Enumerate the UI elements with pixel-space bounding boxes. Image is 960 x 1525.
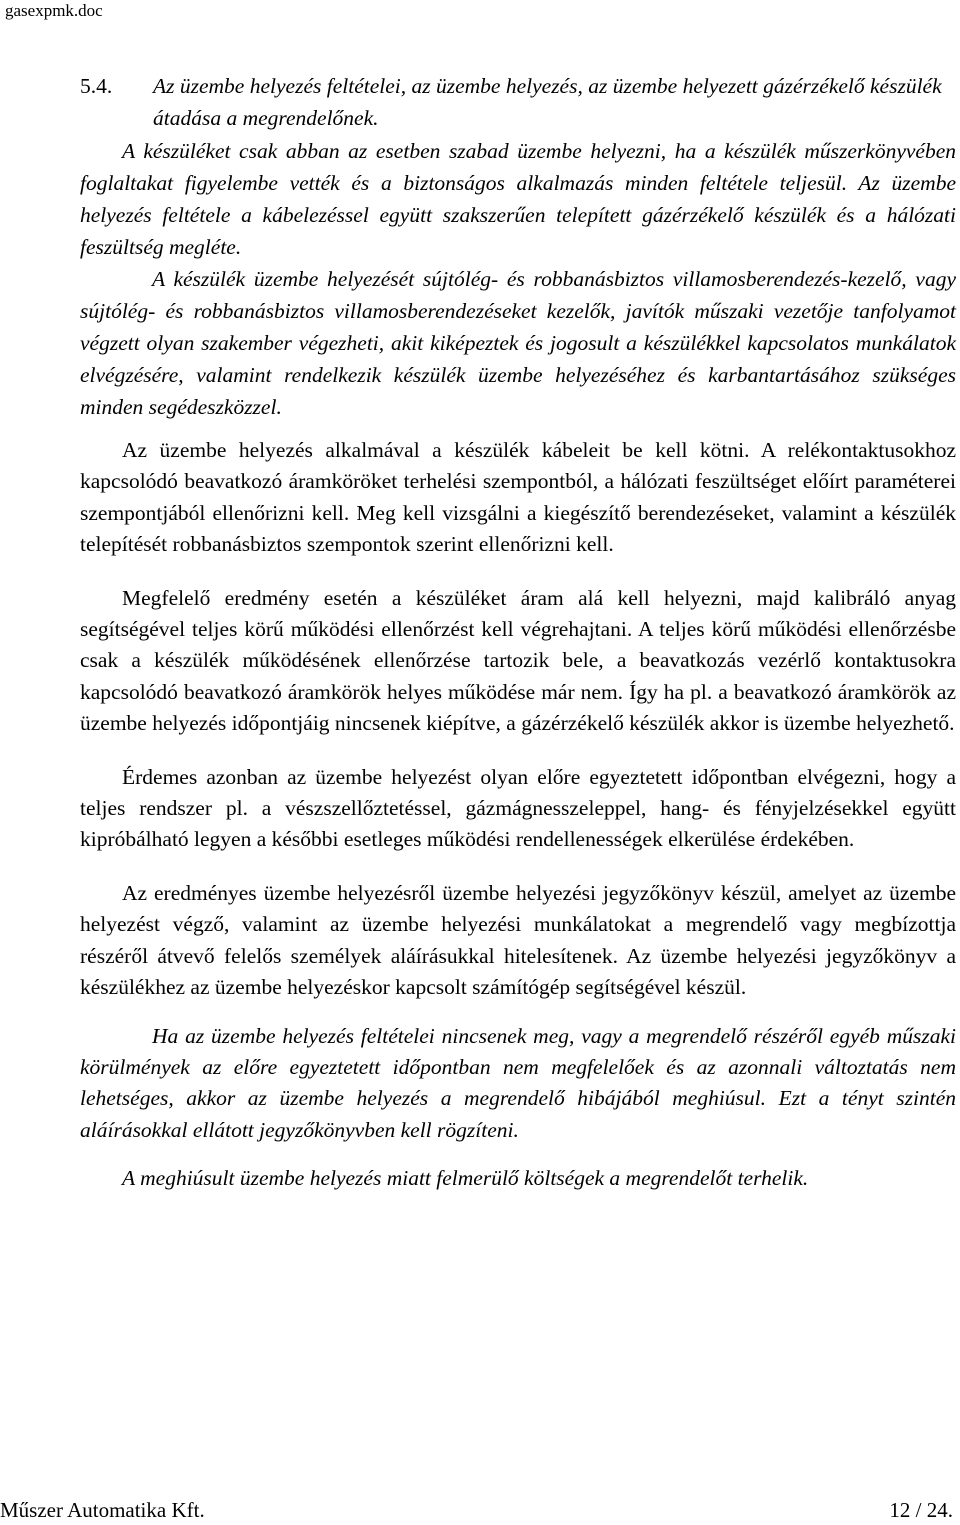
document-filename: gasexpmk.doc bbox=[5, 1, 103, 20]
footer-page-number: 12 / 24. bbox=[889, 1498, 953, 1522]
footer-company: Műszer Automatika Kft. bbox=[0, 1498, 205, 1522]
paragraph-costs: A meghiúsult üzembe helyezés miatt felmerülő költségek a megrendelőt terhelik. bbox=[122, 1166, 809, 1191]
paragraph-commissioning-report: Az eredményes üzembe helyezésről üzembe helyezési jegyzőkönyv készül, amelyet az üzembe helyezést végző, valamint az üzembe helyezési munkálatokat a megrendelő vagy megbízottja részéről átvevő felelős személyek aláírásukkal hitelesítenek. Az üzembe helyezési jegyzőkönyv a készülékhez az üzembe helyezéskor kapcsolt számítógép segítségével készül. bbox=[80, 880, 956, 1000]
paragraph-cabling-checks: Az üzembe helyezés alkalmával a készülék kábeleit be kell kötni. A relékontaktusokhoz kapcsolódó beavatkozó áramköröket terhelési szempontból, a hálózati feszültséget előírt paraméterei szempontjából ellenőrizni kell. Meg kell vizsgálni a kiegészítő berendezéseket, valamint a készülék telepítését robbanásbiztos szempontok szerint ellenőrizni kell. bbox=[80, 438, 956, 557]
document-body bbox=[80, 70, 956, 1195]
paragraph-system-test: Érdemes azonban az üzembe helyezést olyan előre egyeztetett időpontban elvégezni, hogy a teljes rendszer pl. a vészszellőztetéssel, gázmágnesszeleppel, hang- és fényjelzésekkel együtt kipróbálható legyen a későbbi esetleges működési rendellenességek elkerülése érdekében. bbox=[80, 764, 956, 852]
paragraph-failed-commissioning: Ha az üzembe helyezés feltételei nincsenek meg, vagy a megrendelő részéről egyéb műszaki körülmények az előre egyeztetett időpontban nem megfelelőek és az azonnali változtatás nem lehetséges, akkor az üzembe helyezés a megrendelő hibájából meghiúsul. Ezt a tényt szintén aláírásokkal ellátott jegyzőkönyvben kell rögzíteni. bbox=[80, 1023, 956, 1142]
section-heading bbox=[80, 70, 956, 134]
paragraph-functional-test: Megfelelő eredmény esetén a készüléket áram alá kell helyezni, majd kalibráló anyag segítségével teljes körű működési ellenőrzést kell végrehajtani. A teljes körű működési ellenőrzésbe csak a készülék működésének ellenőrzése tartozik bele, a beavatkozás vezérlő kontaktusokra kapcsolódó beavatkozó áramkörök helyes működése már nem. Így ha pl. a beavatkozó áramkörök az üzembe helyezés időpontjáig nincsenek kiépítve, a gázérzékelő készülék akkor is üzembe helyezhető. bbox=[80, 585, 956, 736]
section-number: 5.4. bbox=[80, 74, 113, 98]
paragraph-qualified-personnel: A készülék üzembe helyezését sújtólég- és robbanásbiztos villamosberendezés-kezelő, vagy sújtólég- és robbanásbiztos villamosberendezéseket kezelők, javítók műszaki vezetője tanfolyamot végzett olyan szakember végezheti, akit kiképeztek és jogosult a készülékkel kapcsolatos munkálatok elvégzésére, valamint rendelkezik készülék üzembe helyezéséhez és karbantartásához szükséges minden segédeszközzel. bbox=[80, 267, 956, 419]
paragraph-preconditions: A készüléket csak abban az esetben szabad üzembe helyezni, ha a készülék műszerkönyvében foglaltakat figyelembe vették és a biztonságos alkalmazás minden feltétele teljesül. Az üzembe helyezés feltétele a kábelezéssel együtt szakszerűen telepített gázérzékelő készülék és a hálózati feszültség megléte. bbox=[80, 139, 956, 259]
section-title: Az üzembe helyezés feltételei, az üzembe helyezés, az üzembe helyezett gázérzékelő készülék átadása a megrendelőnek. bbox=[153, 74, 942, 130]
